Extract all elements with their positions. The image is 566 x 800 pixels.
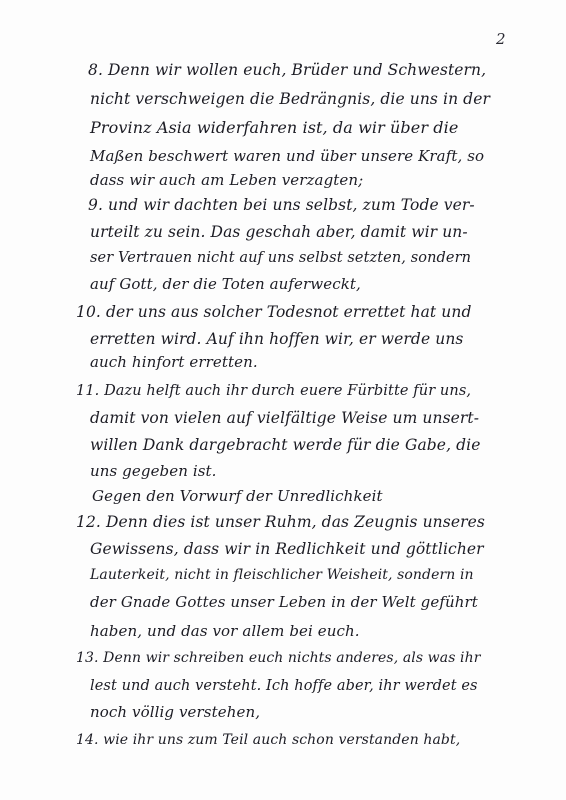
text-line: 12. Denn dies ist unser Ruhm, das Zeugnis unseres — [76, 513, 485, 531]
text-line: Provinz Asia widerfahren ist, da wir über die — [90, 118, 459, 137]
text-line: 11. Dazu helft auch ihr durch euere Fürbitte für uns, — [76, 383, 472, 399]
text-line: 14. wie ihr uns zum Teil auch schon verstanden habt, — [76, 732, 461, 748]
text-line: nicht verschweigen die Bedrängnis, die uns in der — [90, 90, 490, 108]
text-line: uns gegeben ist. — [90, 462, 217, 480]
text-line: der Gnade Gottes unser Leben in der Welt geführt — [90, 593, 478, 611]
text-line: damit von vielen auf vielfältige Weise um unsert- — [90, 409, 480, 427]
text-line: auch hinfort erretten. — [90, 353, 258, 371]
text-line: Maßen beschwert waren und über unsere Kraft, so — [90, 147, 485, 165]
text-line: lest und auch versteht. Ich hoffe aber, ihr werdet es — [90, 678, 478, 694]
text-line: Gewissens, dass wir in Redlichkeit und göttlicher — [90, 540, 484, 558]
text-line: 8. Denn wir wollen euch, Brüder und Schwestern, — [88, 61, 487, 79]
text-line: dass wir auch am Leben verzagten; — [90, 171, 364, 189]
text-line: 13. Denn wir schreiben euch nichts anderes, als was ihr — [76, 650, 481, 666]
text-line: auf Gott, der die Toten auferweckt, — [90, 275, 361, 293]
text-line: Lauterkeit, nicht in fleischlicher Weisheit, sondern in — [90, 567, 474, 583]
text-line: 10. der uns aus solcher Todesnot errettet hat und — [76, 303, 472, 321]
text-line: willen Dank dargebracht werde für die Gabe, die — [90, 436, 481, 454]
text-line: erretten wird. Auf ihn hoffen wir, er werde uns — [90, 330, 464, 348]
text-line: 9. und wir dachten bei uns selbst, zum Tode ver- — [88, 196, 475, 214]
text-line: urteilt zu sein. Das geschah aber, damit wir un- — [90, 223, 468, 241]
page-number: 2 — [496, 30, 506, 48]
section-heading: Gegen den Vorwurf der Unredlichkeit — [92, 487, 383, 505]
text-line: haben, und das vor allem bei euch. — [90, 622, 360, 640]
text-line: ser Vertrauen nicht auf uns selbst setzten, sondern — [90, 250, 472, 266]
text-line: noch völlig verstehen, — [90, 703, 261, 721]
